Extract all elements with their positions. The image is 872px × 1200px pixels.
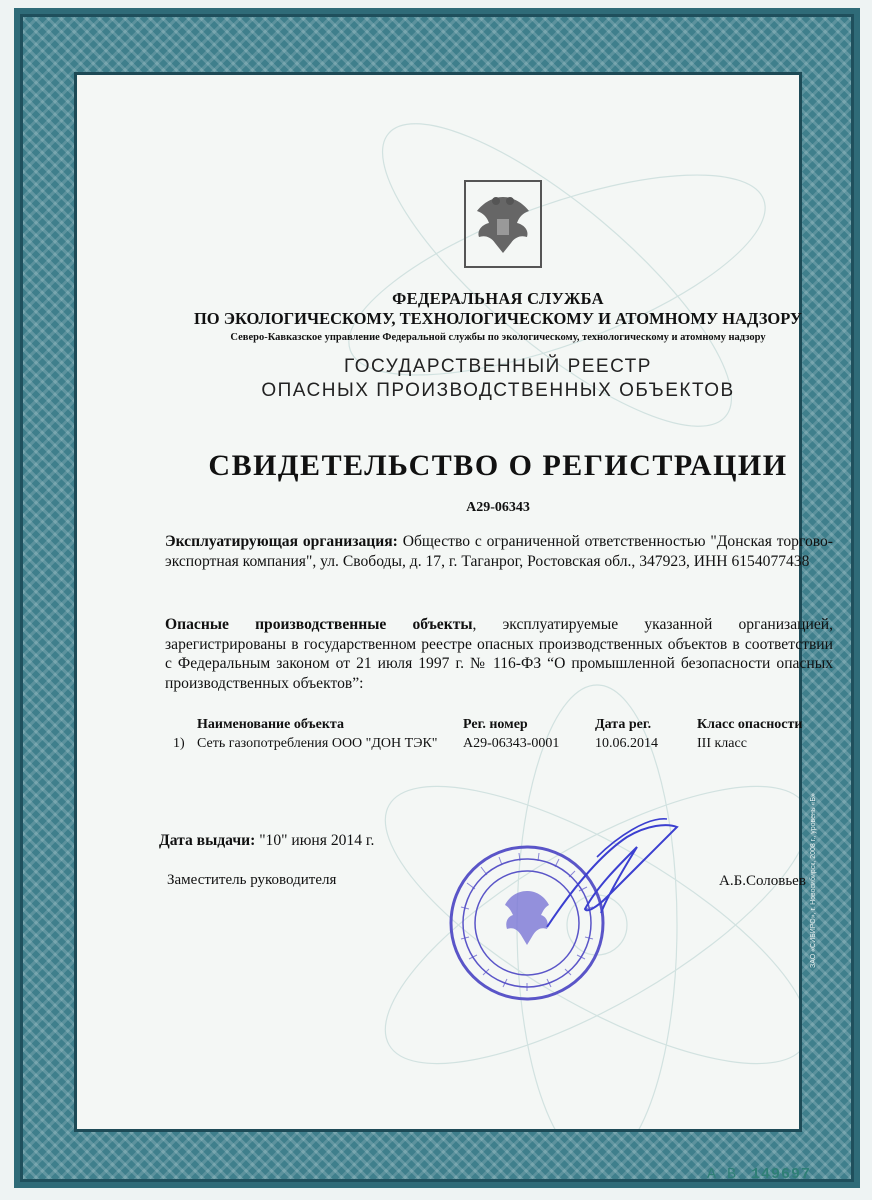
signer-position: Заместитель руководителя <box>167 872 337 888</box>
operator-label: Эксплуатирующая организация: <box>165 533 398 550</box>
certificate-sheet <box>14 8 860 1188</box>
header-reg-number: Рег. номер <box>463 717 528 732</box>
objects-label: Опасные производственные объекты <box>165 616 473 633</box>
handwritten-signature <box>537 817 687 937</box>
form-serial <box>707 1166 811 1183</box>
printer-imprint: ЗАО «СИБИРО», г. Новосибирск, 2008 г., уровень «Б» <box>810 793 817 968</box>
agency-subtitle: Северо-Кавказское управление Федеральной службы по экологическому, технологическому и атомному надзору <box>230 332 766 343</box>
header-object-name: Наименование объекта <box>197 717 344 732</box>
issue-date <box>159 832 374 850</box>
row-reg-date: 10.06.2014 <box>595 736 658 751</box>
row-hazard-class: III класс <box>697 736 747 751</box>
header-reg-date: Дата рег. <box>595 717 652 732</box>
row-object-name: Сеть газопотребления ООО "ДОН ТЭК" <box>197 736 438 751</box>
registry-title-line2: ОПАСНЫХ ПРОИЗВОДСТВЕННЫХ ОБЪЕКТОВ <box>261 380 735 401</box>
serial-number: 149697 <box>751 1166 812 1183</box>
agency-title-line2: ПО ЭКОЛОГИЧЕСКОМУ, ТЕХНОЛОГИЧЕСКОМУ И АТОМНОМУ НАДЗОРУ <box>193 309 803 328</box>
operator-paragraph <box>165 532 833 571</box>
registry-title-line1: ГОСУДАРСТВЕННЫЙ РЕЕСТР <box>344 356 652 377</box>
row-reg-number: А29-06343-0001 <box>463 736 560 751</box>
certificate-content <box>147 149 849 1183</box>
operator-text: Общество с ограниченной ответственностью "Донская торгово-экспортная компания", ул. Свободы, д. 17, г. Таганрог, Ростовская обл., 347923, ИНН 6154077438 <box>165 533 833 570</box>
certificate-title: СВИДЕТЕЛЬСТВО О РЕГИСТРАЦИИ <box>208 449 788 482</box>
objects-paragraph <box>165 615 833 693</box>
row-index: 1) <box>173 736 185 751</box>
certificate-number: А29-06343 <box>466 500 530 515</box>
issue-date-value: "10" июня 2014 г. <box>255 832 375 849</box>
signer-name: А.Б.Соловьев <box>719 873 806 889</box>
coat-of-arms-emblem <box>463 179 543 269</box>
agency-title-line1: ФЕДЕРАЛЬНАЯ СЛУЖБА <box>392 289 604 308</box>
objects-text: , эксплуатируемые указанной организацией, зарегистрированы в государственном реестре опасных производственных объектов в соответствии с Федеральным законом от 21 июля 1997 г. № 116-ФЗ “О промышленной безопасности опасных производственных объектов”: <box>165 616 833 692</box>
issue-date-label: Дата выдачи: <box>159 832 256 849</box>
header-hazard-class: Класс опасности <box>697 717 803 732</box>
serial-series: А В <box>707 1166 738 1183</box>
